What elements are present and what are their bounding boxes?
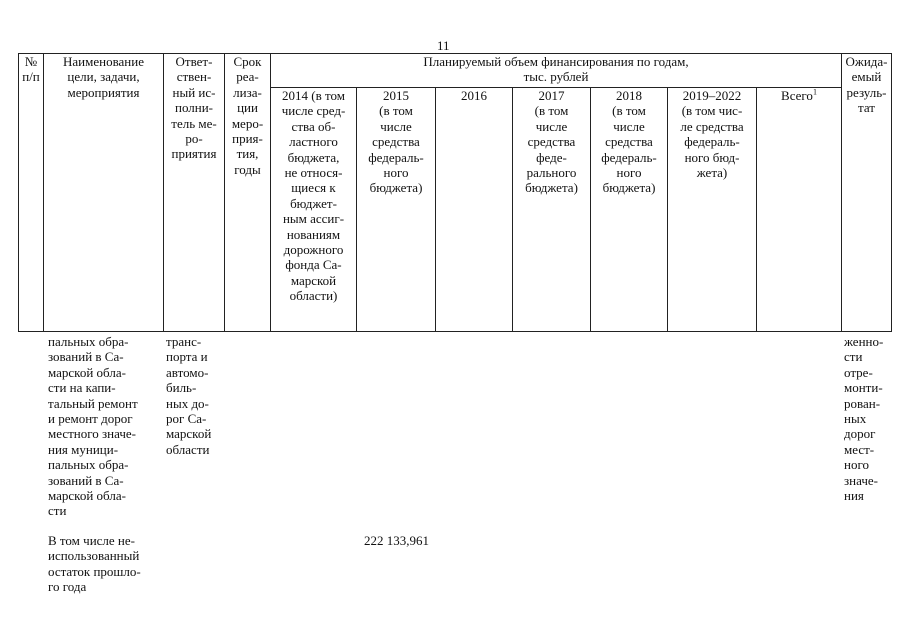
row-name-text: пальных обра- зований в Са- марской обла- сти на капи- тальный ремонт и ремонт дорог местного значе- ния муници- пальных обра- зований в Са- марской обла- сти (48, 334, 138, 519)
row-including-text: В том числе не- использованный остаток прошло- го года (48, 533, 141, 595)
header-year-2019-2022: 2019–2022 (в том чис- ле средства федераль- ного бюд- жета) (668, 88, 757, 332)
header-year-2015: 2015 (в том числе средства федераль- ного бюджета) (357, 88, 436, 332)
header-total (757, 88, 842, 332)
header-col-name: Наименование цели, задачи, мероприятия (44, 54, 164, 332)
row-value-2015: 222 133,961 (364, 533, 429, 548)
row-expected-text: женно- сти отре- монти- рован- ных дорог мест- ного значе- ния (844, 334, 884, 504)
header-year-2018: 2018 (в том числе средства федераль- ного бюджета) (591, 88, 668, 332)
table-header (18, 53, 892, 332)
header-year-2014: 2014 (в том числе сред- ства об- ластного бюджета, не относя- щиеся к бюджет- ным ассиг- нованиям дорожного фонда Са- марской области) (271, 88, 357, 332)
header-col-expected: Ожида- емый резуль- тат (842, 54, 892, 332)
page-number: 11 (437, 38, 450, 53)
header-col-num: № п/п (19, 54, 44, 332)
header-year-2017: 2017 (в том числе средства феде- рального бюджета) (513, 88, 591, 332)
header-col-term: Срок реа- лиза- ции меро- прия- тия, годы (225, 54, 271, 332)
header-year-2016: 2016 (436, 88, 513, 332)
header-total-label: Всего (781, 88, 813, 103)
header-col-responsible: Ответ- ствен- ный ис- полни- тель ме- ро- приятия (164, 54, 225, 332)
header-col-funding: Планируемый объем финансирования по годам, тыс. рублей (271, 54, 842, 88)
header-total-footnote: 1 (812, 87, 817, 97)
row-responsible-text: транс- порта и автомо- биль- ных до- рог Са- марской области (166, 334, 212, 457)
